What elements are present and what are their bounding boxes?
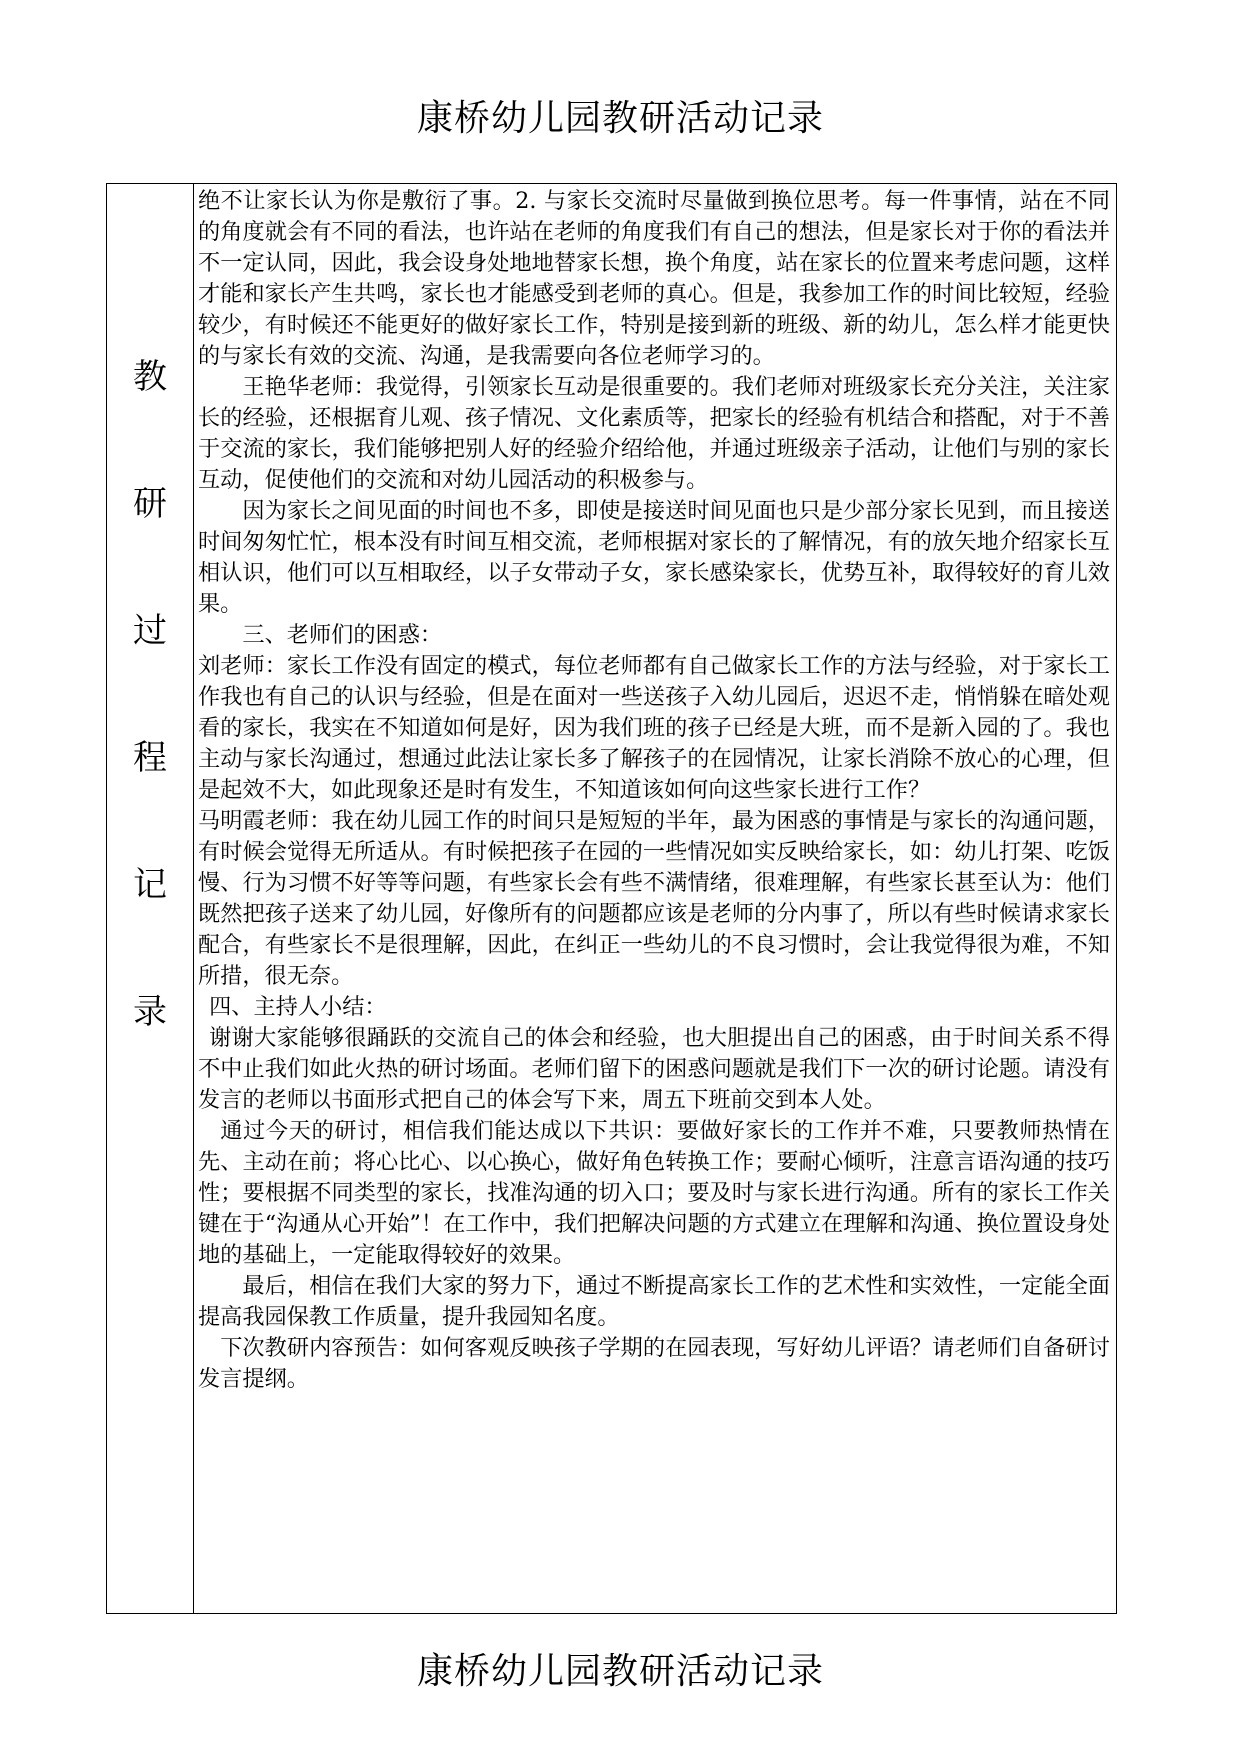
section-label-char: 程: [133, 738, 167, 778]
paragraph: 绝不让家长认为你是敷衍了事。2. 与家长交流时尽量做到换位思考。每一件事情，站在不同的角度就会有不同的看法，也许站在老师的角度我们有自己的想法，但是家长对于你的看法并不一定认同，因此，我会设身处地地替家长想，换个角度，站在家长的位置来考虑问题，这样才能和家长产生共鸣，家长也才能感受到老师的真心。但是，我参加工作的时间比较短，经验较少，有时候还不能更好的做好家长工作，特别是接到新的班级、新的幼儿，怎么样才能更快的与家长有效的交流、沟通，是我需要向各位老师学习的。: [198, 188, 1110, 369]
paragraph: 因为家长之间见面的时间也不多，即使是接送时间见面也只是少部分家长见到，而且接送时间匆匆忙忙，根本没有时间互相交流，老师根据对家长的了解情况，有的放矢地介绍家长互相认识，他们可以互相取经，以子女带动子女，家长感染家长，优势互补，取得较好的育儿效果。: [198, 498, 1110, 617]
record-table: [106, 183, 1117, 1614]
section-label-char: 录: [133, 992, 167, 1032]
section-label-column: [107, 184, 194, 1613]
section-label-char: 过: [133, 611, 167, 651]
paragraph: 马明霞老师：我在幼儿园工作的时间只是短短的半年，最为困惑的事情是与家长的沟通问题，有时候会觉得无所适从。有时候把孩子在园的一些情况如实反映给家长，如：幼儿打架、吃饭慢、行为习惯不好等等问题，有些家长会有些不满情绪，很难理解，有些家长甚至认为：他们既然把孩子送来了幼儿园，好像所有的问题都应该是老师的分内事了，所以有些时候请求家长配合，有些家长不是很理解，因此，在纠正一些幼儿的不良习惯时，会让我觉得很为难，不知所措，很无奈。: [198, 808, 1110, 989]
section-heading: 四、主持人小结：: [209, 994, 387, 1020]
paragraph: 下次教研内容预告：如何客观反映孩子学期的在园表现，写好幼儿评语？请老师们自备研讨发言提纲。: [198, 1335, 1110, 1392]
page-title-next: 康桥幼儿园教研活动记录: [416, 1651, 824, 1692]
paragraph: 谢谢大家能够很踊跃的交流自己的体会和经验，也大胆提出自己的困惑，由于时间关系不得不中止我们如此火热的研讨场面。老师们留下的困惑问题就是我们下一次的研讨论题。请没有发言的老师以书面形式把自己的体会写下来，周五下班前交到本人处。: [198, 1025, 1110, 1113]
paragraph: 最后，相信在我们大家的努力下，通过不断提高家长工作的艺术性和实效性，一定能全面提高我园保教工作质量，提升我园知名度。: [198, 1273, 1110, 1330]
paragraph: 刘老师：家长工作没有固定的模式，每位老师都有自己做家长工作的方法与经验，对于家长工作我也有自己的认识与经验，但是在面对一些送孩子入幼儿园后，迟迟不走，悄悄躲在暗处观看的家长，我实在不知道如何是好，因为我们班的孩子已经是大班，而不是新入园的了。我也主动与家长沟通过，想通过此法让家长多了解孩子的在园情况，让家长消除不放心的心理，但是起效不大，如此现象还是时有发生，不知道该如何向这些家长进行工作？: [198, 653, 1110, 803]
record-content: [194, 186, 1114, 1611]
section-heading: 三、老师们的困惑：: [242, 622, 443, 648]
page-title: 康桥幼儿园教研活动记录: [416, 98, 824, 139]
section-label-char: 记: [133, 865, 167, 905]
section-label-char: 研: [133, 484, 167, 524]
paragraph: 通过今天的研讨，相信我们能达成以下共识：要做好家长的工作并不难，只要教师热情在先、主动在前；将心比心、以心换心，做好角色转换工作；要耐心倾听，注意言语沟通的技巧性；要根据不同类型的家长，找准沟通的切入口；要及时与家长进行沟通。所有的家长工作关键在于“沟通从心开始”！在工作中，我们把解决问题的方式建立在理解和沟通、换位置设身处地的基础上，一定能取得较好的效果。: [198, 1118, 1110, 1268]
section-label-char: 教: [133, 357, 167, 397]
paragraph: 王艳华老师：我觉得，引领家长互动是很重要的。我们老师对班级家长充分关注，关注家长的经验，还根据育儿观、孩子情况、文化素质等，把家长的经验有机结合和搭配，对于不善于交流的家长，我们能够把别人好的经验介绍给他，并通过班级亲子活动，让他们与别的家长互动，促使他们的交流和对幼儿园活动的积极参与。: [198, 374, 1110, 493]
